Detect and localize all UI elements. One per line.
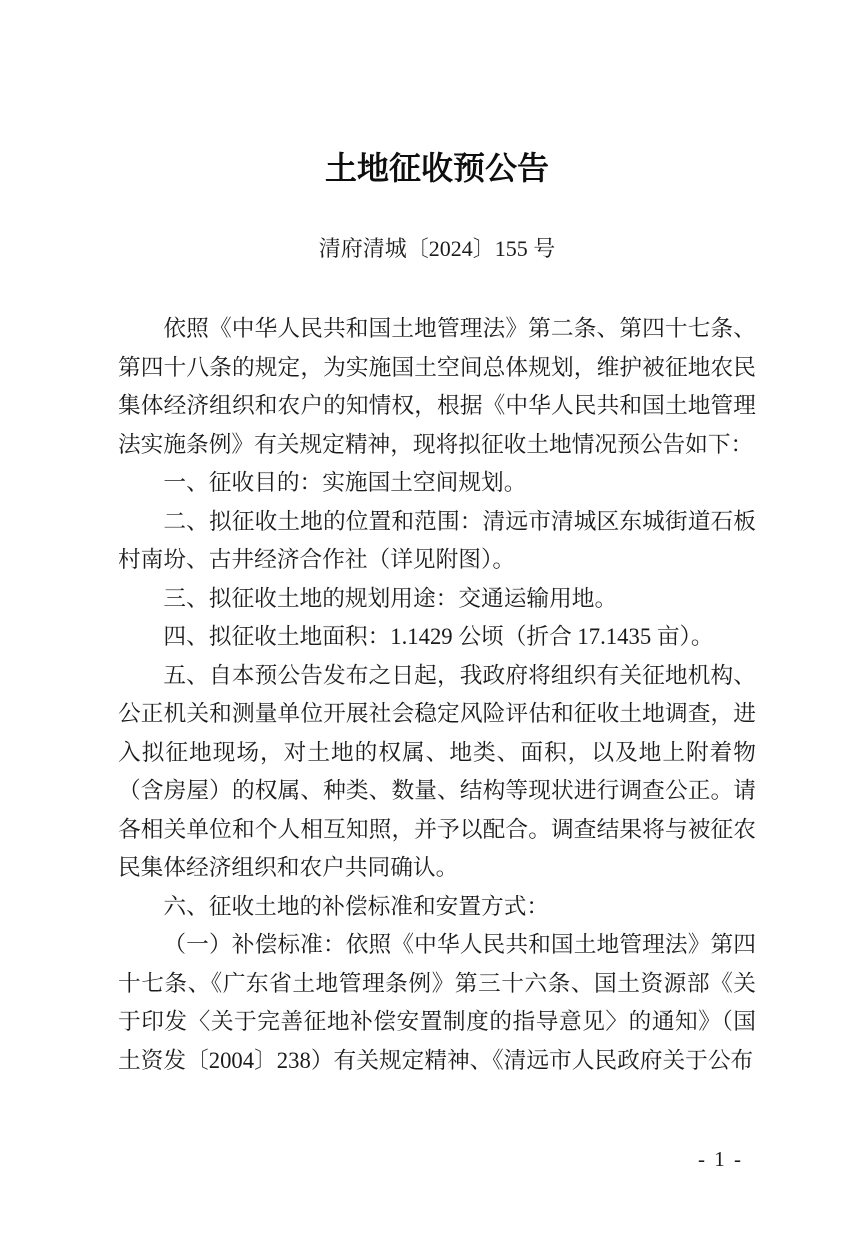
page-number: - 1 - (698, 1147, 743, 1171)
para-purpose: 一、征收目的：实施国土空间规划。 (163, 470, 527, 495)
para-survey: 五、自本预公告发布之日起，我政府将组织有关征地机构、公正机关和测量单位开展社会稳定风险评估和征收土地调查，进入拟征地现场，对土地的权属、地类、面积，以及地上附着物（含房屋）的权属、种类、数量、结构等现状进行调查公正。请各相关单位和个人相互知照，并予以配合。调查结果将与被征农民集体经济组织和农户共同确认。 (118, 662, 756, 880)
para-location: 二、拟征收土地的位置和范围：清远市清城区东城街道石板村南坋、古井经济合作社（详见附图）。 (118, 508, 756, 572)
document-number: 清府清城〔2024〕155 号 (318, 236, 556, 261)
para-intro: 依照《中华人民共和国土地管理法》第二条、第四十七条、第四十八条的规定，为实施国土空间总体规划，维护被征地农民集体经济组织和农户的知情权，根据《中华人民共和国土地管理法实施条例》有关规定精神，现将拟征收土地情况预公告如下： (118, 316, 756, 457)
document-body (118, 310, 756, 1080)
document-content (118, 0, 756, 1080)
document-title: 土地征收预公告 (324, 150, 549, 186)
para-planned-use: 三、拟征收土地的规划用途：交通运输用地。 (163, 585, 618, 611)
para-area: 四、拟征收土地面积：1.1429 公顷（折合 17.1435 亩）。 (163, 624, 714, 649)
para-compensation-heading: 六、征收土地的补偿标准和安置方式： (163, 893, 550, 919)
para-compensation-standard: （一）补偿标准：依照《中华人民共和国土地管理法》第四十七条、《广东省土地管理条例》第三十六条、国土资源部《关于印发〈关于完善征地补偿安置制度的指导意见〉的通知》（国土资发〔2004〕238）有关规定精神、《清远市人民政府关于公布 (118, 932, 756, 1073)
